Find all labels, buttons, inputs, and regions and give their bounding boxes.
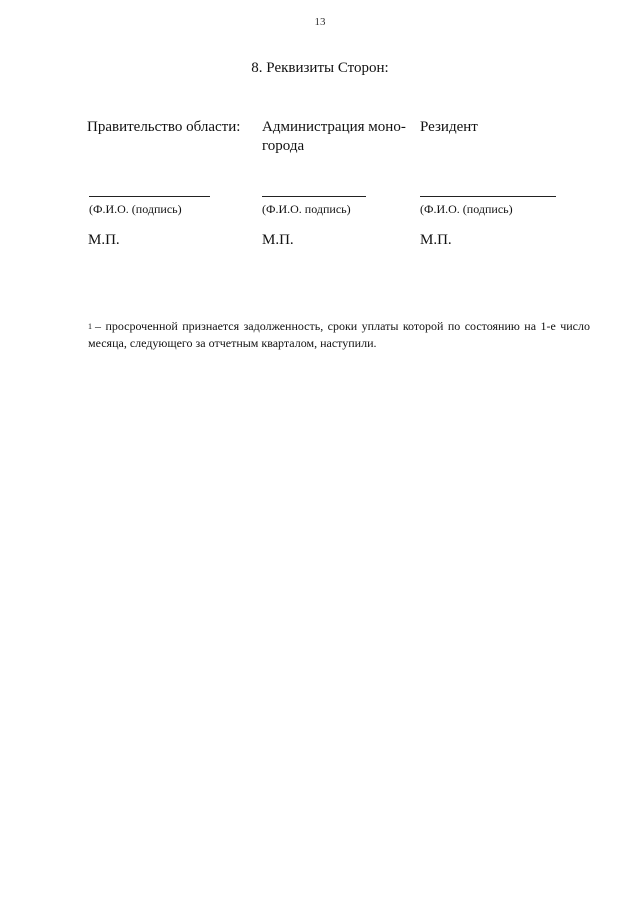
signature-caption: (Ф.И.О. (подпись) [420,202,513,216]
footnote [88,318,590,352]
stamp-place: М.П. [262,232,294,248]
party-name: Резидент [420,119,478,135]
signature-line [89,196,210,197]
stamp-place: М.П. [88,232,120,248]
page-number: 13 [314,16,326,28]
signature-line [262,196,366,197]
party-name: Правительство области: [87,119,241,135]
footnote-marker: 1 [88,322,92,331]
section-title: 8. Реквизиты Сторон: [251,60,389,76]
stamp-place: М.П. [420,232,452,248]
party-government [87,118,247,137]
footnote-text: – просроченной признается задолженность, сроки уплаты которой по состоянию на 1-е число месяца, следующего за отчетным кварталом, наступили. [88,319,590,350]
party-resident [420,118,580,137]
signature-line [420,196,556,197]
party-name: Администрация моно-города [262,119,406,154]
signature-caption: (Ф.И.О. (подпись) [89,202,182,216]
signature-caption: (Ф.И.О. подпись) [262,202,351,216]
party-administration [262,118,412,156]
